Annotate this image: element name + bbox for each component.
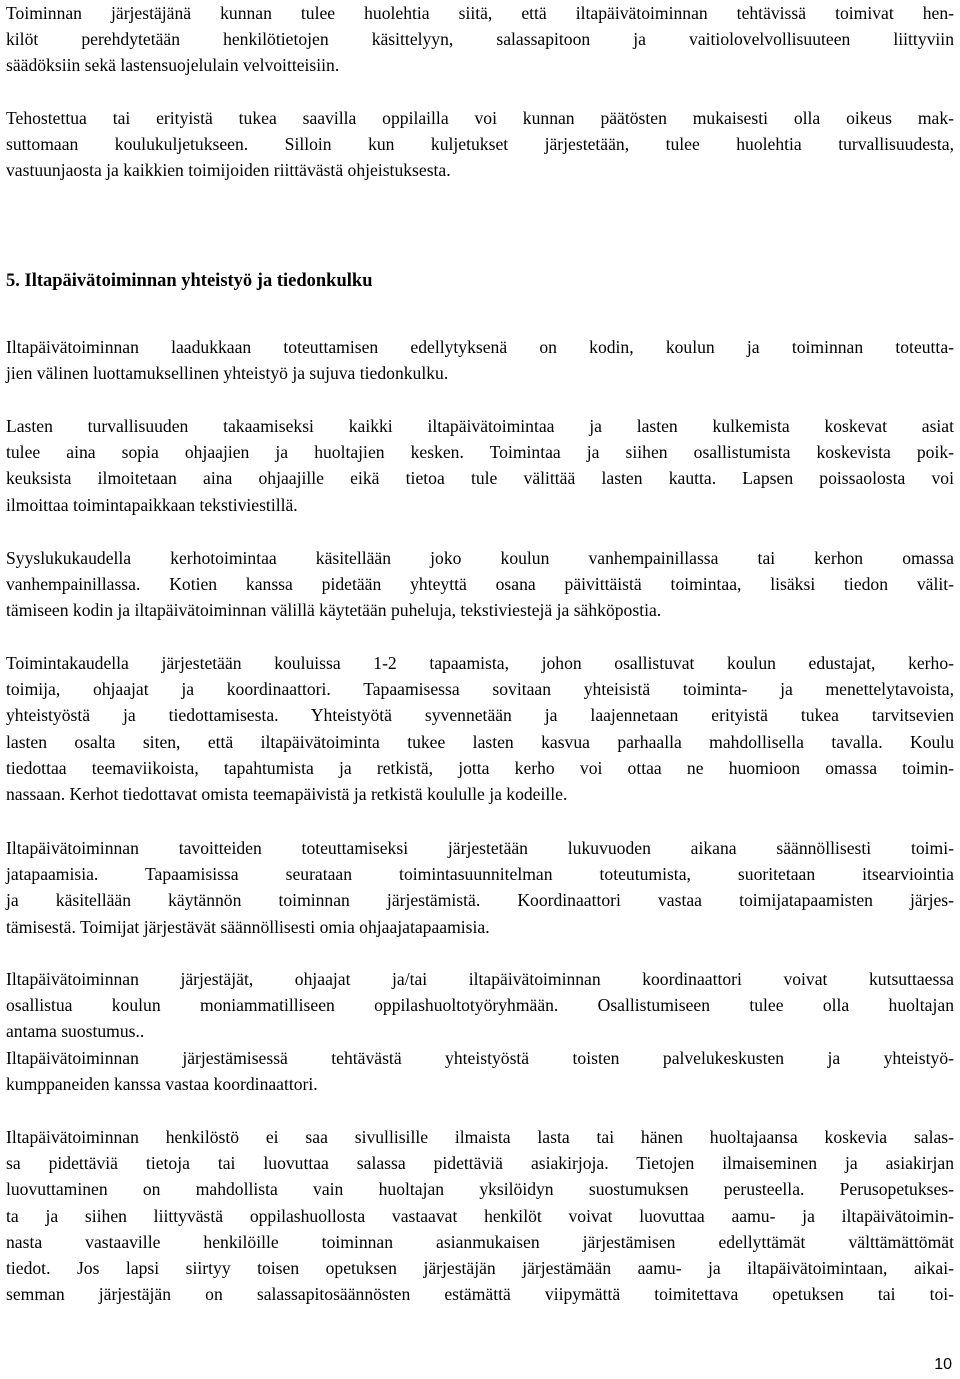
text-line: vastuunjaosta ja kaikkien toimijoiden riittävästä ohjeistuksesta. xyxy=(6,160,451,181)
paragraph-school-meetings xyxy=(6,650,954,807)
text-line: nassaan. Kerhot tiedottavat omista teemapäivistä ja retkistä koululle ja kodeille. xyxy=(6,784,568,805)
text-line: vanhempainillassa. Kotien kanssa pidetään yhteyttä osana päivittäistä toimintaa, lisäksi tiedon välit- xyxy=(6,574,954,595)
text-line: tämisestä. Toimijat järjestävät säännöllisesti omia ohjaajatapaamisia. xyxy=(6,916,490,937)
text-line: tulee aina sopia ohjaajien ja huoltajien kesken. Toimintaa ja siihen osallistumista koskevista poik- xyxy=(6,442,954,463)
text-line: Iltapäivätoiminnan järjestäjät, ohjaajat ja/tai iltapäivätoiminnan koordinaattori voivat kutsuttaessa xyxy=(6,969,954,989)
text-line: ja käsitellään käytännön toiminnan järjestämistä. Koordinaattori vastaa toimijatapaamisten järjes- xyxy=(6,890,954,911)
text-line: yhteistyöstä ja tiedottamisesta. Yhteistyötä syvennetään ja laajennetaan erityistä tukea tarvitsevien xyxy=(6,705,954,726)
text-line: Toimintakaudella järjestetään kouluissa 1-2 tapaamista, johon osallistuvat koulun edustajat, kerho- xyxy=(6,653,954,673)
page-number: 10 xyxy=(934,1356,952,1373)
text-line: tiedottaa teemaviikoista, tapahtumista ja retkistä, jotta kerho voi ottaa ne huomioon omassa toimin- xyxy=(6,757,954,778)
text-line: keuksista ilmoitetaan aina ohjaajille eikä tietoa tule välittää lasten kautta. Lapsen poissaolosta voi xyxy=(6,468,954,489)
text-line: toimija, ohjaajat ja koordinaattori. Tapaamisessa sovitaan yhteisistä toiminta- ja menettelytavoista, xyxy=(6,679,954,700)
paragraph-cooperation-intro xyxy=(6,334,954,386)
paragraph-student-welfare-group xyxy=(6,966,954,1045)
text-line: tiedot. Jos lapsi siirtyy toisen opetuksen järjestäjän järjestämään aamu- ja iltapäivätoimintaan, aikai- xyxy=(6,1258,954,1279)
paragraph-operator-meetings xyxy=(6,835,954,940)
paragraph-organizer-duties xyxy=(6,0,954,79)
text-line: Iltapäivätoiminnan tavoitteiden toteuttamiseksi järjestetään lukuvuoden aikana säännöllisesti toimi- xyxy=(6,838,954,858)
text-line: ta ja siihen liittyvästä oppilashuollosta vastaavat henkilöt voivat luovuttaa aamu- ja iltapäivätoimin- xyxy=(6,1205,954,1226)
text-line: jien välinen luottamuksellinen yhteistyö ja sujuva tiedonkulku. xyxy=(6,363,449,384)
text-line: Iltapäivätoiminnan henkilöstö ei saa sivullisille ilmaista lasta tai hänen huoltajaansa koskevia salas- xyxy=(6,1127,954,1147)
text-line: sa pidettäviä tietoja tai luovuttaa salassa pidettäviä asiakirjoja. Tietojen ilmaiseminen ja asiakirjan xyxy=(6,1153,954,1174)
text-line: lasten osalta siten, että iltapäivätoiminta tukee lasten kasvua parhaalla mahdollisella tavalla. Koulu xyxy=(6,731,954,752)
paragraph-parent-evenings xyxy=(6,545,954,624)
text-line: osallistua koulun moniammatilliseen oppilashuoltotyöryhmään. Osallistumiseen tulee olla huoltajan xyxy=(6,995,954,1016)
text-line: jatapaamisia. Tapaamisissa seurataan toimintasuunnitelman toteutumista, suoritetaan itsearviointia xyxy=(6,864,954,885)
text-line: Tehostettua tai erityistä tukea saavilla oppilailla voi kunnan päätösten mukaisesti olla oikeus mak- xyxy=(6,108,954,128)
text-line: antama suostumus.. xyxy=(6,1021,145,1042)
text-line: semman järjestäjän on salassapitosäännösten estämättä viipymättä toimitettava opetuksen tai toi- xyxy=(6,1284,954,1305)
text-line: suttomaan koulukuljetukseen. Silloin kun kuljetukset järjestetään, tulee huolehtia turvallisuudesta, xyxy=(6,134,954,155)
text-line: Toiminnan järjestäjänä kunnan tulee huolehtia siitä, että iltapäivätoiminnan tehtävissä toimivat hen- xyxy=(6,3,954,23)
text-line: Iltapäivätoiminnan laadukkaan toteuttamisen edellytyksenä on kodin, koulun ja toiminnan toteutta- xyxy=(6,337,954,357)
paragraph-coordinator-cooperation xyxy=(6,1045,954,1097)
paragraph-child-safety xyxy=(6,413,954,518)
section-heading: 5. Iltapäivätoiminnan yhteistyö ja tiedonkulku xyxy=(6,271,373,291)
text-line: ilmoittaa toimintapaikkaan tekstiviestillä. xyxy=(6,494,298,515)
text-line: Syyslukukaudella kerhotoimintaa käsitellään joko koulun vanhempainillassa tai kerhon omassa xyxy=(6,548,954,568)
text-line: Lasten turvallisuuden takaamiseksi kaikki iltapäivätoimintaa ja lasten kulkemista koskevat asiat xyxy=(6,416,954,436)
text-line: luovuttaminen on mahdollista vain huoltajan yksilöidyn suostumuksen perusteella. Perusopetukses- xyxy=(6,1179,954,1200)
text-line: Iltapäivätoiminnan järjestämisessä tehtävästä yhteistyöstä toisten palvelukeskusten ja yhteistyö- xyxy=(6,1048,954,1068)
paragraph-school-transport xyxy=(6,105,954,184)
text-line: tämiseen kodin ja iltapäivätoiminnan välillä käytetään puheluja, tekstiviestejä ja sähköpostia. xyxy=(6,600,662,621)
text-line: kilöt perehdytetään henkilötietojen käsittelyyn, salassapitoon ja vaitiolovelvollisuuteen liittyviin xyxy=(6,29,954,50)
text-line: kumppaneiden kanssa vastaa koordinaattori. xyxy=(6,1074,318,1095)
text-line: säädöksiin sekä lastensuojelulain velvoitteisiin. xyxy=(6,55,340,76)
paragraph-confidentiality xyxy=(6,1124,954,1307)
text-line: nasta vastaaville henkilöille toiminnan asianmukaisen järjestämisen edellyttämät välttämättömät xyxy=(6,1231,954,1252)
